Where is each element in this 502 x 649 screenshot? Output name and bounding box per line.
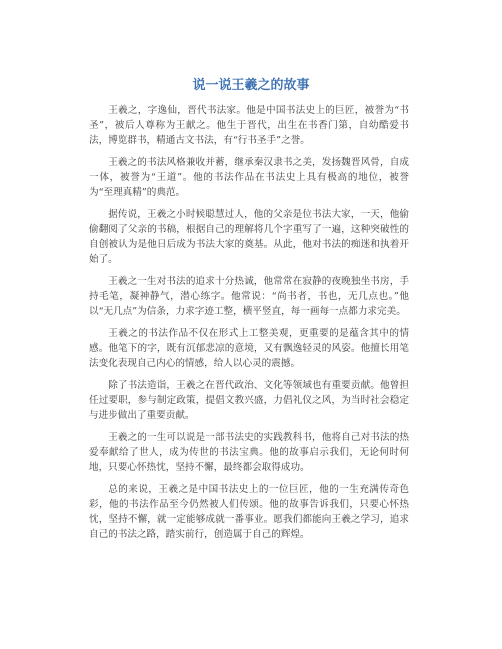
paragraph: 王羲之一生对书法的追求十分热诚，他常常在寂静的夜晚独坐书房，手持毛笔，凝神静气，潜心练字。他常说：“尚书者，书也，无几点也。”他以“无几点”为信条，力求字迹工整，横平竖直，每一画每一点都力求完美。 — [89, 276, 409, 317]
paragraph: 王羲之的书法作品不仅在形式上工整美观，更重要的是蕴含其中的情感。他笔下的字，既有沉郁悲凉的意境，又有飘逸轻灵的风姿。他擅长用笔法变化表现自己内心的情感，给人以心灵的震撼。 — [89, 328, 409, 369]
document-title: 说一说王羲之的故事 — [192, 78, 310, 93]
paragraph: 据传说，王羲之小时候聪慧过人，他的父亲是位书法大家，一天，他偷偷翻阅了父亲的书稿，根据自己的理解将几个字重写了一遍，这种突破性的自创被认为是他日后成为书法大家的奠基。从此，他对书法的痴迷和执着开始了。 — [89, 209, 409, 265]
paragraph: 王羲之，字逸仙，晋代书法家。他是中国书法史上的巨匠，被誉为“书圣”，被后人尊称为王献之。他生于晋代，出生在书香门第，自幼酷爱书法，博览群书，精通古文书法，有“行书圣手”之誉。 — [89, 105, 409, 146]
paragraph: 王羲之的一生可以说是一部书法史的实践教科书，他将自己对书法的热爱奉献给了世人，成为传世的书法宝典。他的故事启示我们，无论何时何地，只要心怀热忱，坚持不懈，最终都会取得成功。 — [89, 432, 409, 473]
paragraph: 王羲之的书法风格兼收并蓄，继承秦汉隶书之美，发扬魏晋风骨，自成一体，被誉为“王道”。他的书法作品在书法史上具有极高的地位，被誉为“至理真精”的典范。 — [89, 157, 409, 198]
paragraph: 除了书法造诣，王羲之在晋代政治、文化等领域也有重要贡献。他曾担任过要职，参与制定政策，提倡文教兴盛，力倡礼仪之风，为当时社会稳定与进步做出了重要贡献。 — [89, 380, 409, 421]
paragraph: 总的来说，王羲之是中国书法史上的一位巨匠，他的一生充满传奇色彩，他的书法作品至今仍然被人们传颂。他的故事告诉我们，只要心怀热忱，坚持不懈，就一定能够成就一番事业。愿我们都能向王羲之学习，追求自己的书法之路，踏实前行，创造属于自己的辉煌。 — [89, 484, 409, 540]
document-body — [89, 103, 409, 549]
